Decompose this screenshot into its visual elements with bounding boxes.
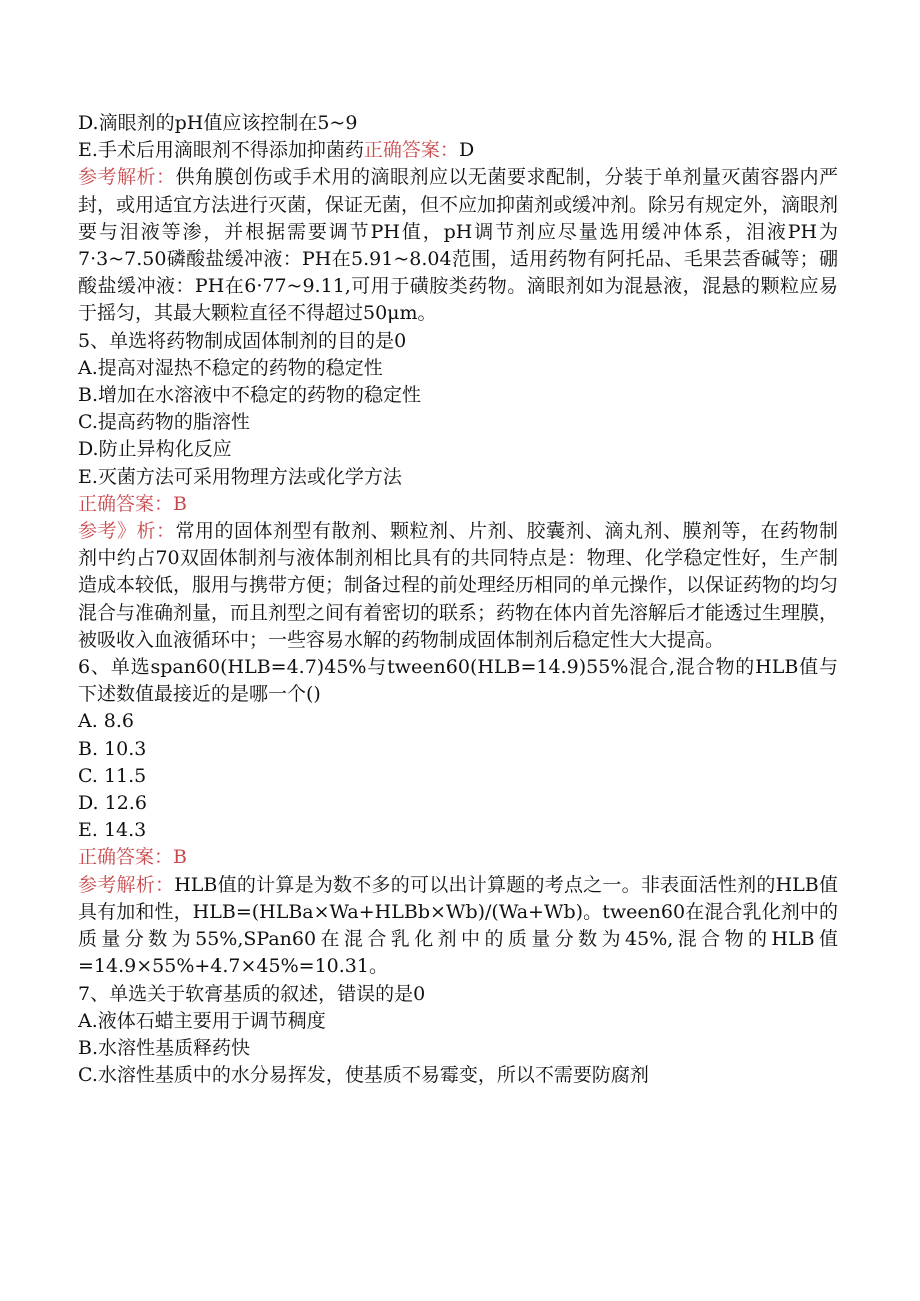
q5-answer: 正确答案：B <box>78 492 187 515</box>
q6-option-c: C. 11.5 <box>78 764 147 787</box>
q6-option-b: B. 10.3 <box>78 737 147 760</box>
q6-analysis <box>78 872 838 981</box>
q6-analysis-label: 参考解析： <box>78 873 175 896</box>
q5-option-b: B.增加在水溶液中不稳定的药物的稳定性 <box>78 384 422 407</box>
q6-answer: 正确答案：B <box>78 846 187 869</box>
q5-option-d: D.防止异构化反应 <box>78 438 232 461</box>
q6-option-e: E. 14.3 <box>78 819 147 842</box>
q5-option-a: A.提高对湿热不稳定的药物的稳定性 <box>78 356 383 379</box>
q5-option-c: C.提高药物的脂溶性 <box>78 411 250 434</box>
q5-analysis-text: 常用的固体剂型有散剂、颗粒剂、片剂、胶囊剂、滴丸剂、膜剂等，在药物制剂中约占70双固体制剂与液体制剂相比具有的共同特点是：物理、化学稳定性好，生产制造成本较低，服用与携带方便；制备过程的前处理经历相同的单元操作，以保证药物的均匀混合与准确剂量，而且剂型之间有着密切的联系；药物在体内首先溶解后才能透过生理膜，被吸收入血液循环中；一些容易水解的药物制成固体制剂后稳定性大大提高。 <box>78 520 839 651</box>
q6-analysis-text: HLB值的计算是为数不多的可以出计算题的考点之一。非表面活性剂的HLB值具有加和性，HLB=(HLBa×Wa+HLBb×Wb)/(Wa+Wb)。tween60在混合乳化剂中的质量分数为55%,SPan60在混合乳化剂中的质量分数为45%,混合物的HLB值=14.9×55%+4.7×45%=10.31。 <box>78 873 838 978</box>
q4-answer-value: D <box>458 139 475 162</box>
q4-answer-label: 正确答案： <box>363 139 459 162</box>
q4-analysis-label: 参考解析： <box>78 166 176 189</box>
q5-option-e: E.灭菌方法可采用物理方法或化学方法 <box>78 465 402 488</box>
q7-stem: 7、单选关于软膏基质的叙述，错误的是0 <box>78 982 426 1005</box>
q6-option-d: D. 12.6 <box>78 792 147 815</box>
document-page <box>78 110 838 1089</box>
q4-option-d: D.滴眼剂的pH值应该控制在5~9 <box>78 112 358 134</box>
q6-stem: 6、单选span60(HLB=4.7)45%与tween60(HLB=14.9)55%混合,混合物的HLB值与下述数值最接近的是哪一个() <box>78 656 838 706</box>
q7-option-a: A.液体石蜡主要用于调节稠度 <box>78 1009 326 1032</box>
q6-option-a: A. 8.6 <box>78 710 135 733</box>
q5-analysis <box>78 518 838 654</box>
q5-stem: 5、单选将药物制成固体制剂的目的是0 <box>78 329 407 352</box>
q7-option-c: C.水溶性基质中的水分易挥发，使基质不易霉变，所以不需要防腐剂 <box>78 1064 649 1087</box>
q4-option-e: E.手术后用滴眼剂不得添加抑菌药 <box>78 139 364 162</box>
q4-option-e-line <box>78 137 838 164</box>
q4-analysis-text: 供角膜创伤或手术用的滴眼剂应以无菌要求配制，分装于单剂量灭菌容器内严封，或用适宜方法进行灭菌，保证无菌，但不应加抑菌剂或缓冲剂。除另有规定外，滴眼剂要与泪液等渗，并根据需要调节PH值，pH调节剂应尽量选用缓冲体系，泪液PH为7·3~7.50磷酸盐缓冲液：PH在5.91~8.04范围，适用药物有阿托品、毛果芸香碱等；硼酸盐缓冲液：PH在6·77~9.11,可用于磺胺类药物。滴眼剂如为混悬液，混悬的颗粒应易于摇匀，其最大颗粒直径不得超过50μm。 <box>78 166 839 325</box>
q4-analysis <box>78 164 838 327</box>
q7-option-b: B.水溶性基质释药快 <box>78 1036 251 1059</box>
q5-analysis-label: 参考》析： <box>78 520 176 543</box>
